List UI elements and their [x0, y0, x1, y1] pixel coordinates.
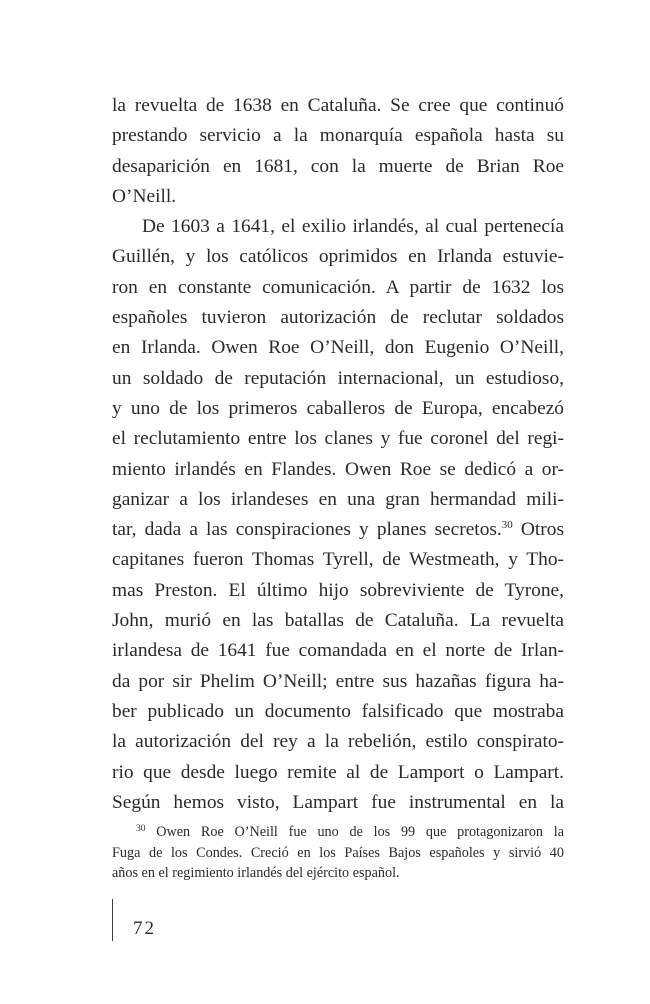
text-line: en Irlanda. Owen Roe O’Neill, don Eugenio O’Neill, [112, 337, 564, 359]
footnote-number: 30 [136, 824, 146, 834]
text-line: Según hemos visto, Lampart fue instrumental en la [112, 791, 564, 813]
text-line: ron en constante comunicación. A partir de 1632 los [112, 276, 564, 298]
text-line: la autorización del rey a la rebelión, estilo conspirato- [112, 731, 564, 753]
paragraph-1 [112, 91, 564, 212]
footnote [112, 822, 564, 884]
text-line: John, murió en las batallas de Cataluña. La revuelta [112, 610, 564, 632]
text-line: rio que desde luego remite al de Lamport o Lampart. [112, 761, 564, 783]
text-line: prestando servicio a la monarquía española hasta su [112, 125, 564, 147]
footnote-reference[interactable]: 30 [501, 519, 513, 532]
text-line: desaparición en 1681, con la muerte de Brian Roe [112, 155, 564, 177]
footnote-line: Fuga de los Condes. Creció en los Países Bajos españoles y sirvió 40 [112, 844, 564, 861]
footnote-text: Owen Roe O’Neill fue uno de los 99 que protagonizaron la [156, 824, 564, 840]
text-line: y uno de los primeros caballeros de Europa, encabezó [112, 397, 564, 419]
text-segment: tar, dada a las conspiraciones y planes secretos. [112, 519, 502, 541]
text-line: españoles tuvieron autorización de reclutar soldados [112, 307, 564, 329]
text-line: mas Preston. El último hijo sobreviviente de Tyrone, [112, 579, 564, 601]
paragraph-2 [112, 212, 564, 818]
body-text [112, 91, 564, 818]
footnote-line [112, 822, 564, 843]
text-line: la revuelta de 1638 en Cataluña. Se cree que continuó [112, 95, 564, 116]
text-line: el reclutamiento entre los clanes y fue coronel del regi- [112, 428, 564, 450]
folio-rule [112, 899, 113, 941]
text-line: da por sir Phelim O’Neill; entre sus hazañas figura ha- [112, 670, 564, 692]
text-line: O’Neill. [112, 185, 177, 207]
text-line: irlandesa de 1641 fue comandada en el norte de Irlan- [112, 640, 564, 662]
text-line-with-footnote [112, 515, 564, 545]
text-line: ber publicado un documento falsificado que mostraba [112, 700, 564, 722]
text-line: un soldado de reputación internacional, un estudioso, [112, 367, 564, 389]
text-segment: Otros [520, 519, 564, 541]
text-line: ganizar a los irlandeses en una gran hermandad mili- [112, 488, 564, 510]
footnote-line: años en el regimiento irlandés del ejército español. [112, 865, 400, 881]
page-number: 72 [133, 918, 156, 939]
text-line: capitanes fueron Thomas Tyrell, de Westmeath, y Tho- [112, 549, 564, 571]
text-line: miento irlandés en Flandes. Owen Roe se dedicó a or- [112, 458, 564, 480]
text-line: Guillén, y los católicos oprimidos en Irlanda estuvie- [112, 246, 564, 268]
text-line: De 1603 a 1641, el exilio irlandés, al cual pertenecía [142, 216, 564, 238]
